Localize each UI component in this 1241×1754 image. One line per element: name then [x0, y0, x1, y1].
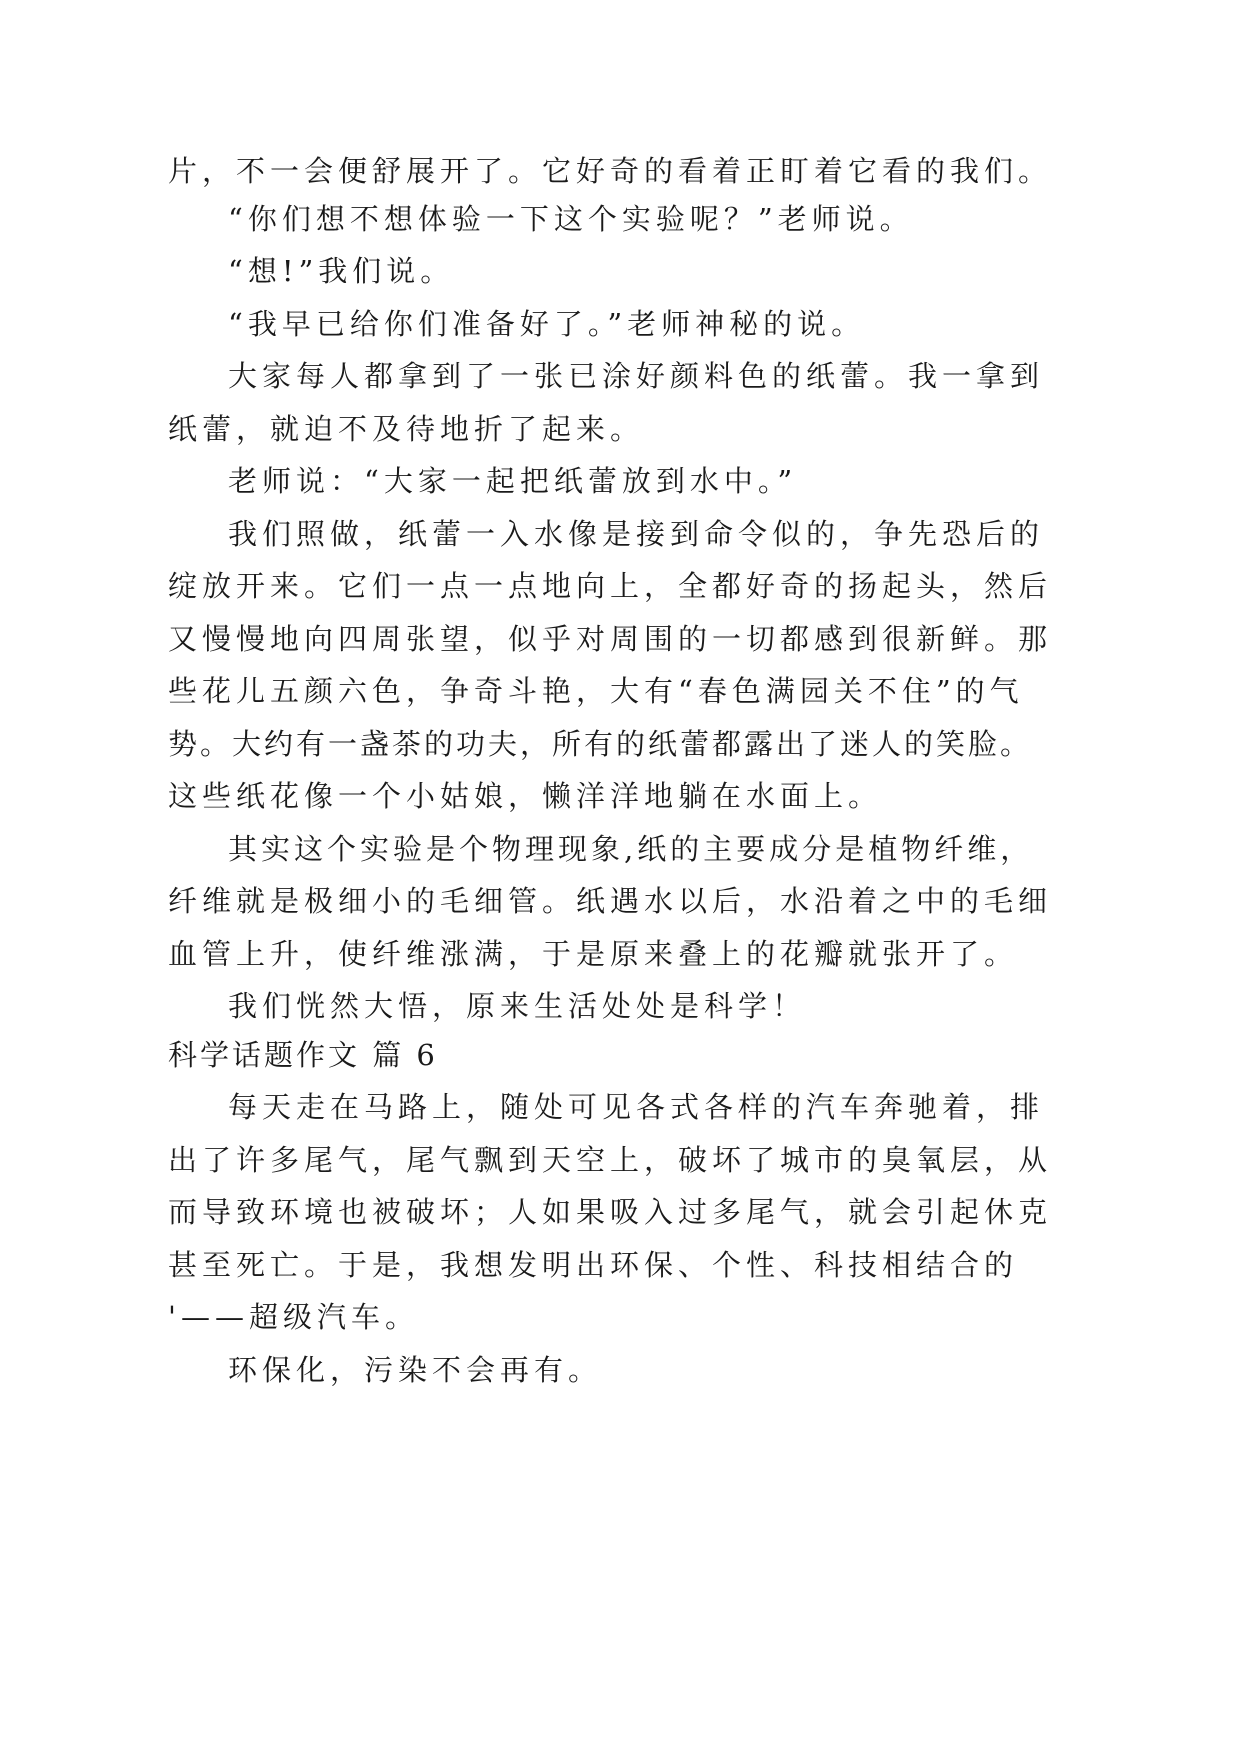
- text-line: 其实这个实验是个物理现象,纸的主要成分是植物纤维，: [228, 832, 1034, 866]
- text-line: 势。大约有一盏茶的功夫，所有的纸蕾都露出了迷人的笑脸。: [168, 727, 1033, 761]
- text-line: 我们恍然大悟，原来生活处处是科学！: [228, 989, 807, 1023]
- text-line: 纤维就是极细小的毛细管。纸遇水以后，水沿着之中的毛细: [168, 884, 1053, 918]
- text-line: 每天走在马路上，随处可见各式各样的汽车奔驰着，排: [228, 1090, 1045, 1124]
- text-line: 我们照做，纸蕾一入水像是接到命令似的，争先恐后的: [228, 517, 1045, 551]
- text-line: “想!”我们说。: [228, 254, 455, 288]
- text-line: 又慢慢地向四周张望，似乎对周围的一切都感到很新鲜。那: [168, 622, 1053, 656]
- text-line: “我早已给你们准备好了。”老师神秘的说。: [228, 307, 866, 341]
- text-line: 老师说：“大家一起把纸蕾放到水中。”: [228, 464, 798, 498]
- text-line: “你们想不想体验一下这个实验呢？”老师说。: [228, 202, 914, 236]
- text-line: 环保化，污染不会再有。: [228, 1353, 603, 1387]
- text-line: 出了许多尾气，尾气飘到天空上，破坏了城市的臭氧层，从: [168, 1143, 1053, 1177]
- text-line: 些花儿五颜六色，争奇斗艳，大有“春色满园关不住”的气: [168, 674, 1024, 708]
- text-line: 这些纸花像一个小姑娘，懒洋洋地躺在水面上。: [168, 779, 883, 813]
- text-line: 大家每人都拿到了一张已涂好颜料色的纸蕾。我一拿到: [228, 359, 1045, 393]
- text-line: 纸蕾，就迫不及待地折了起来。: [168, 412, 645, 446]
- text-line: 片，不一会便舒展开了。它好奇的看着正盯着它看的我们。: [168, 154, 1053, 188]
- text-line: 绽放开来。它们一点一点地向上，全都好奇的扬起头，然后: [168, 569, 1053, 603]
- section-heading: 科学话题作文 篇 6: [168, 1038, 438, 1072]
- text-line: '——超级汽车。: [168, 1300, 419, 1334]
- text-line: 而导致环境也被破坏；人如果吸入过多尾气，就会引起休克: [168, 1195, 1053, 1229]
- text-line: 甚至死亡。于是，我想发明出环保、个性、科技相结合的: [168, 1248, 1019, 1282]
- text-line: 血管上升，使纤维涨满，于是原来叠上的花瓣就张开了。: [168, 937, 1019, 971]
